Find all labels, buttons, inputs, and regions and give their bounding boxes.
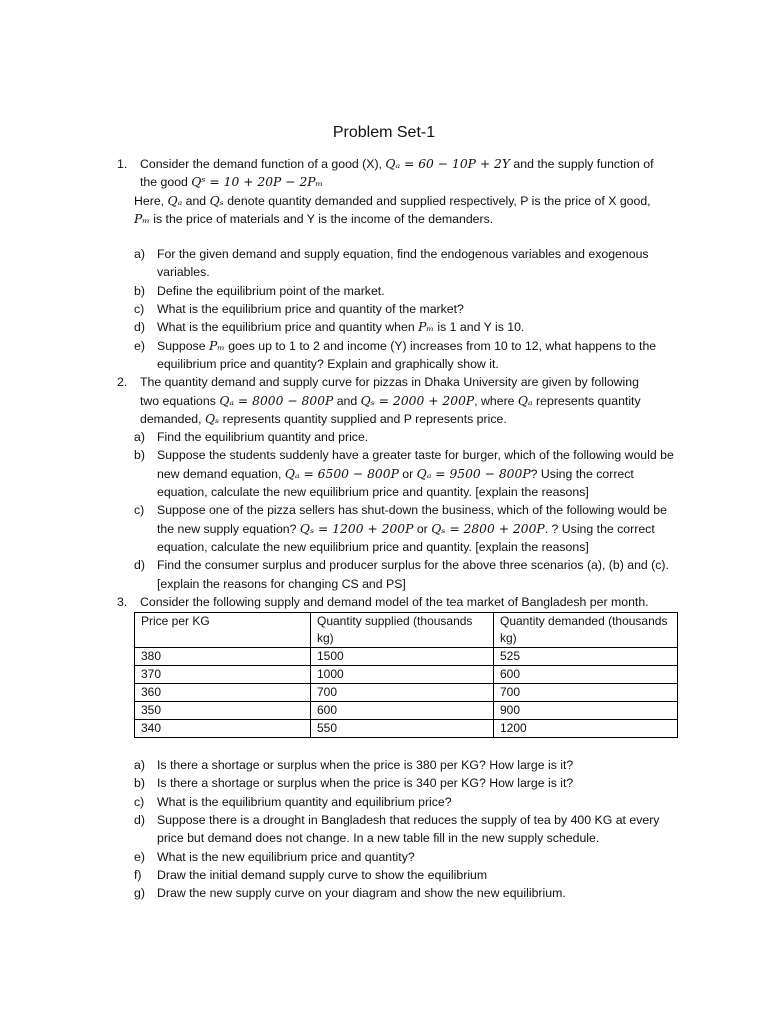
part-text: What is the equilibrium price and quantity when	[157, 320, 419, 335]
table-cell: 1500	[311, 648, 494, 666]
part-item	[117, 793, 677, 811]
question-number: 3.	[117, 594, 128, 609]
part-text: Find the consumer surplus and producer surplus for the above three scenarios (a), (b) and (c). [explain the reasons for changing CS and PS]	[157, 558, 669, 591]
table-cell: 360	[135, 684, 311, 702]
table-cell: 350	[135, 702, 311, 720]
part-label: a)	[134, 430, 145, 445]
table-cell: 700	[494, 684, 678, 702]
part-label: c)	[134, 794, 145, 809]
part-text: Suppose one of the pizza sellers has shut-down the business, which of the following would be the new supply equation?	[157, 503, 667, 536]
part-item	[117, 501, 677, 556]
equation-option: Qₛ = 1200 + 200P	[299, 521, 414, 536]
part-text: What is the equilibrium quantity and equilibrium price?	[157, 794, 452, 809]
symbol-qd: Qₐ	[167, 193, 183, 208]
equation-option: Qₐ = 9500 − 800P	[416, 466, 531, 481]
question-2	[117, 373, 677, 428]
equation-option: Qₐ = 6500 − 800P	[284, 466, 399, 481]
part-label: d)	[134, 813, 145, 828]
part-label: c)	[134, 503, 145, 518]
part-text: What is the equilibrium price and quantity of the market?	[157, 302, 464, 317]
part-label: b)	[134, 776, 145, 791]
question-1-parts	[117, 245, 677, 373]
table-cell: 340	[135, 720, 311, 738]
text: Consider the demand function of a good (X),	[140, 157, 386, 171]
table-header: Price per KG	[135, 613, 311, 648]
question-1-text	[140, 155, 677, 192]
part-item	[117, 245, 677, 282]
part-item	[117, 446, 677, 501]
part-item	[117, 848, 677, 866]
part-label: f)	[134, 867, 142, 882]
symbol-pm: Pₘ	[134, 211, 150, 226]
part-label: b)	[134, 448, 145, 463]
part-text: Define the equilibrium point of the market.	[157, 283, 385, 298]
part-item	[117, 300, 677, 318]
part-text: ? Using the correct equation, calculate the new equilibrium price and quantity. [explain the reasons]	[157, 466, 634, 500]
table-row	[135, 702, 678, 720]
part-item	[117, 318, 677, 336]
tea-market-table	[134, 612, 678, 738]
symbol-qd: Qₐ	[517, 393, 533, 408]
part-text: Draw the new supply curve on your diagram and show the new equilibrium.	[157, 886, 566, 901]
part-text: Is there a shortage or surplus when the price is 380 per KG? How large is it?	[157, 758, 574, 773]
part-text: goes up to 1 to 2 and income (Y) increases from 10 to 12, what happens to the equilibrium price and quantity? Explain and graphically show it.	[157, 338, 657, 371]
table-cell: 600	[494, 666, 678, 684]
table-cell: 370	[135, 666, 311, 684]
table-header: Quantity demanded (thousands kg)	[494, 613, 678, 648]
equation-option: Qₛ = 2800 + 200P	[431, 521, 545, 536]
text: and	[333, 393, 361, 408]
part-item	[117, 811, 677, 848]
text: represents quantity supplied and P represents price.	[219, 411, 507, 426]
part-text: Suppose the students suddenly have a greater taste for burger, which of the following would be new demand equation,	[157, 448, 674, 481]
part-text: is 1 and Y is 10.	[433, 320, 525, 335]
part-item	[117, 884, 677, 902]
text: demanded,	[140, 411, 205, 426]
supply-equation: Qₛ = 2000 + 200P	[360, 393, 475, 408]
part-item	[117, 774, 677, 792]
text: and the supply function of	[509, 157, 654, 171]
symbol-pm: Pₘ	[208, 338, 225, 353]
part-text: Draw the initial demand supply curve to show the equilibrium	[157, 867, 488, 882]
text: The quantity demand and supply curve for pizzas in Dhaka University are given by following	[140, 375, 639, 390]
text: represents quantity	[532, 393, 641, 408]
symbol-qs: Qₛ	[209, 193, 224, 208]
table-cell: 380	[135, 648, 311, 666]
question-number: 1.	[117, 157, 128, 171]
question-1	[117, 155, 677, 228]
table-cell: 1000	[311, 666, 494, 684]
part-item	[117, 428, 677, 446]
part-text: Is there a shortage or surplus when the price is 340 per KG? How large is it?	[157, 776, 574, 791]
part-label: a)	[134, 758, 145, 773]
table-cell: 550	[311, 720, 494, 738]
question-number: 2.	[117, 375, 128, 390]
part-text: Suppose there is a drought in Bangladesh that reduces the supply of tea by 400 KG at every price but demand does not change. In a new table fill in the new supply schedule.	[157, 813, 660, 846]
question-1-definitions	[134, 192, 677, 229]
demand-equation: Qₐ = 60 − 10P + 2Y	[385, 157, 510, 171]
part-text: What is the new equilibrium price and quantity?	[157, 849, 415, 864]
table-header-row	[135, 613, 678, 648]
problem-list	[117, 155, 677, 903]
table-row	[135, 666, 678, 684]
text: denote quantity demanded and supplied respectively, P is the price of X good,	[223, 193, 651, 208]
table-cell: 1200	[494, 720, 678, 738]
part-text: . ? Using the correct equation, calculate the new equilibrium price and quantity. [explain the reasons]	[157, 521, 655, 554]
text: and	[182, 193, 210, 208]
text: Here,	[134, 193, 168, 208]
table-row	[135, 648, 678, 666]
part-text: or	[413, 521, 432, 536]
part-label: a)	[134, 247, 145, 262]
part-label: e)	[134, 338, 145, 353]
part-text: Find the equilibrium quantity and price.	[157, 430, 369, 445]
table-cell: 525	[494, 648, 678, 666]
text: two equations	[140, 393, 220, 408]
part-label: d)	[134, 558, 145, 573]
demand-equation: Qₐ = 8000 − 800P	[219, 393, 334, 408]
part-item	[117, 756, 677, 774]
table-cell: 600	[311, 702, 494, 720]
part-item	[117, 337, 677, 374]
table-header: Quantity supplied (thousands kg)	[311, 613, 494, 648]
table-row	[135, 684, 678, 702]
part-label: b)	[134, 283, 145, 298]
table-row	[135, 720, 678, 738]
question-3	[117, 593, 677, 611]
text: is the price of materials and Y is the income of the demanders.	[149, 211, 494, 226]
part-label: c)	[134, 302, 145, 317]
part-text: For the given demand and supply equation, find the endogenous variables and exogenous variables.	[157, 247, 649, 280]
table-cell: 700	[311, 684, 494, 702]
part-item	[117, 556, 677, 593]
question-3-parts	[117, 756, 677, 902]
part-text: Suppose	[157, 338, 209, 353]
part-label: e)	[134, 849, 145, 864]
question-2-text	[140, 373, 677, 428]
part-text: or	[398, 466, 417, 481]
question-3-text: Consider the following supply and demand model of the tea market of Bangladesh per month.	[140, 594, 649, 609]
part-label: g)	[134, 886, 145, 901]
supply-equation: Qˢ = 10 + 20P − 2Pₘ	[191, 175, 324, 190]
question-2-parts	[117, 428, 677, 593]
text: the good	[140, 175, 192, 190]
text: , where	[474, 393, 518, 408]
part-item	[117, 282, 677, 300]
symbol-qs: Qₛ	[204, 411, 220, 426]
page-title: Problem Set-1	[332, 124, 436, 141]
part-item	[117, 866, 677, 884]
symbol-pm: Pₘ	[418, 320, 434, 335]
part-label: d)	[134, 320, 145, 335]
table-cell: 900	[494, 702, 678, 720]
